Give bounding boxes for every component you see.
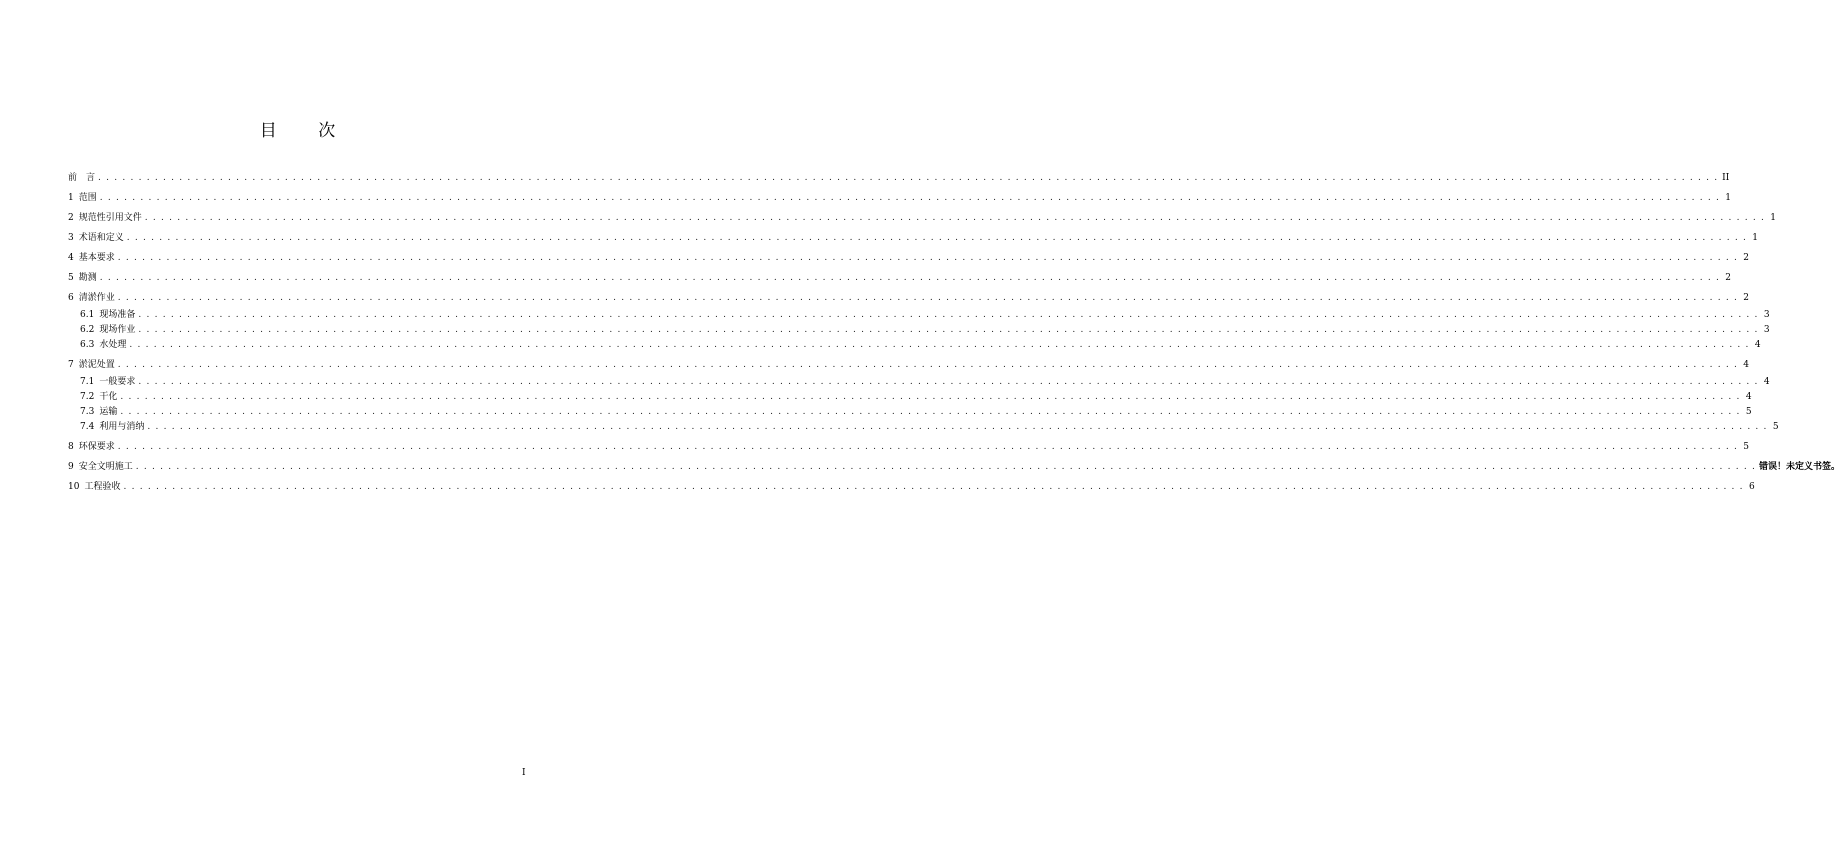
toc-entry[interactable] [68, 323, 1770, 338]
toc-dot-leader: . . . . . . . . . . . . . . . . . . . . . . . . . . . . . . . . . . . . . . . . . . . . . . . . . . . . . . . . . . . . . . . . . . . . . . . . . . . . . . . . . . . . . . . . . . . . . . . . . . . . . . . . . . . . . . . . . . . . . . . . . . . . . . . . . . . . . . . . . . . . . . . . . . . . . . . . . . . . . . . . . . . . . . . . . . . . . . . . . . . . . . . . . . . . . . . . . . . . . . . . [144, 213, 1766, 223]
toc-entry-label: 一般要求 [99, 377, 136, 387]
toc-entry-page: 2 [1743, 253, 1750, 263]
toc-entry-number: 7.3 [80, 407, 95, 417]
toc-entry-number: 7.4 [80, 422, 95, 432]
toc-entry-page: 4 [1754, 340, 1761, 350]
toc-dot-leader: . . . . . . . . . . . . . . . . . . . . . . . . . . . . . . . . . . . . . . . . . . . . . . . . . . . . . . . . . . . . . . . . . . . . . . . . . . . . . . . . . . . . . . . . . . . . . . . . . . . . . . . . . . . . . . . . . . . . . . . . . . . . . . . . . . . . . . . . . . . . . . . . . . . . . . . . . . . . . . . . . . . . . . . . . . . . . . . . . . . . . . . . . . . . . . . . . . . . . . . . [98, 173, 1719, 183]
toc-entry-page: II [1722, 173, 1730, 183]
toc-dot-leader: . . . . . . . . . . . . . . . . . . . . . . . . . . . . . . . . . . . . . . . . . . . . . . . . . . . . . . . . . . . . . . . . . . . . . . . . . . . . . . . . . . . . . . . . . . . . . . . . . . . . . . . . . . . . . . . . . . . . . . . . . . . . . . . . . . . . . . . . . . . . . . . . . . . . . . . . . . . . . . . . . . . . . . . . . . . . . . . . . . . . . . . . . . . . . . . . . . . . . . . . [147, 422, 1768, 432]
toc-entry-label: 基本要求 [78, 253, 115, 263]
toc-entry[interactable] [68, 338, 1761, 353]
toc-dot-leader: . . . . . . . . . . . . . . . . . . . . . . . . . . . . . . . . . . . . . . . . . . . . . . . . . . . . . . . . . . . . . . . . . . . . . . . . . . . . . . . . . . . . . . . . . . . . . . . . . . . . . . . . . . . . . . . . . . . . . . . . . . . . . . . . . . . . . . . . . . . . . . . . . . . . . . . . . . . . . . . . . . . . . . . . . . . . . . . . . . . . . . . . . . . . . . . . . . . . . . . . [138, 310, 1759, 320]
toc-entry-page: 错误！未定义书签。 [1759, 462, 1840, 472]
toc-entry-page: 5 [1772, 422, 1779, 432]
toc-entry[interactable] [68, 457, 1840, 477]
toc-entry-number: 3 [68, 233, 74, 243]
toc-entry-label: 范围 [78, 193, 97, 203]
toc-entry[interactable] [68, 405, 1752, 420]
toc-entry-number: 4 [68, 253, 74, 263]
toc-entry-number: 7 [68, 360, 74, 370]
toc-entry-label: 规范性引用文件 [78, 213, 142, 223]
toc-entry-number: 5 [68, 273, 74, 283]
toc-entry-page: 5 [1745, 407, 1752, 417]
toc-dot-leader: . . . . . . . . . . . . . . . . . . . . . . . . . . . . . . . . . . . . . . . . . . . . . . . . . . . . . . . . . . . . . . . . . . . . . . . . . . . . . . . . . . . . . . . . . . . . . . . . . . . . . . . . . . . . . . . . . . . . . . . . . . . . . . . . . . . . . . . . . . . . . . . . . . . . . . . . . . . . . . . . . . . . . . . . . . . . . . . . . . . . . . . . . . . . . . . . . . . . . . . . [135, 462, 1757, 472]
toc-entry[interactable] [68, 355, 1750, 375]
toc-dot-leader: . . . . . . . . . . . . . . . . . . . . . . . . . . . . . . . . . . . . . . . . . . . . . . . . . . . . . . . . . . . . . . . . . . . . . . . . . . . . . . . . . . . . . . . . . . . . . . . . . . . . . . . . . . . . . . . . . . . . . . . . . . . . . . . . . . . . . . . . . . . . . . . . . . . . . . . . . . . . . . . . . . . . . . . . . . . . . . . . . . . . . . . . . . . . . . . . . . . . . . . . [138, 325, 1759, 335]
toc-entry[interactable] [68, 228, 1759, 248]
toc-entry-number: 6.1 [80, 310, 95, 320]
toc-entry-number: 6.2 [80, 325, 95, 335]
toc-dot-leader: . . . . . . . . . . . . . . . . . . . . . . . . . . . . . . . . . . . . . . . . . . . . . . . . . . . . . . . . . . . . . . . . . . . . . . . . . . . . . . . . . . . . . . . . . . . . . . . . . . . . . . . . . . . . . . . . . . . . . . . . . . . . . . . . . . . . . . . . . . . . . . . . . . . . . . . . . . . . . . . . . . . . . . . . . . . . . . . . . . . . . . . . . . . . . . . . . . . . . . . . [117, 360, 1739, 370]
toc-dot-leader: . . . . . . . . . . . . . . . . . . . . . . . . . . . . . . . . . . . . . . . . . . . . . . . . . . . . . . . . . . . . . . . . . . . . . . . . . . . . . . . . . . . . . . . . . . . . . . . . . . . . . . . . . . . . . . . . . . . . . . . . . . . . . . . . . . . . . . . . . . . . . . . . . . . . . . . . . . . . . . . . . . . . . . . . . . . . . . . . . . . . . . . . . . . . . . . . . . . . . . . . [123, 482, 1744, 492]
toc-dot-leader: . . . . . . . . . . . . . . . . . . . . . . . . . . . . . . . . . . . . . . . . . . . . . . . . . . . . . . . . . . . . . . . . . . . . . . . . . . . . . . . . . . . . . . . . . . . . . . . . . . . . . . . . . . . . . . . . . . . . . . . . . . . . . . . . . . . . . . . . . . . . . . . . . . . . . . . . . . . . . . . . . . . . . . . . . . . . . . . . . . . . . . . . . . . . . . . . . . . . . . . . [99, 273, 1721, 283]
toc-entry-number: 6.3 [80, 340, 95, 350]
toc-dot-leader: . . . . . . . . . . . . . . . . . . . . . . . . . . . . . . . . . . . . . . . . . . . . . . . . . . . . . . . . . . . . . . . . . . . . . . . . . . . . . . . . . . . . . . . . . . . . . . . . . . . . . . . . . . . . . . . . . . . . . . . . . . . . . . . . . . . . . . . . . . . . . . . . . . . . . . . . . . . . . . . . . . . . . . . . . . . . . . . . . . . . . . . . . . . . . . . . . . . . . . . . [117, 293, 1739, 303]
toc-entry-label: 水处理 [99, 340, 127, 350]
toc-entry-number: 7.2 [80, 392, 95, 402]
toc-entry[interactable] [68, 477, 1755, 497]
table-of-contents [68, 168, 1840, 497]
toc-entry[interactable] [68, 188, 1732, 208]
toc-entry[interactable] [68, 208, 1777, 228]
toc-entry-page: 4 [1763, 377, 1770, 387]
toc-entry-label: 干化 [99, 392, 118, 402]
toc-entry-page: 6 [1749, 482, 1755, 492]
toc-entry-label: 安全文明施工 [78, 462, 133, 472]
toc-entry-page: 4 [1743, 360, 1750, 370]
toc-entry[interactable] [68, 375, 1770, 390]
toc-entry-page: 2 [1743, 293, 1750, 303]
toc-entry-page: 2 [1725, 273, 1732, 283]
toc-entry-number: 10 [68, 482, 80, 492]
toc-entry-label: 前 言 [68, 173, 96, 183]
toc-entry-page: 4 [1745, 392, 1752, 402]
toc-entry-number: 9 [68, 462, 74, 472]
toc-entry[interactable] [68, 248, 1750, 268]
toc-entry-label: 淤泥处置 [78, 360, 115, 370]
toc-entry-number: 7.1 [80, 377, 95, 387]
toc-dot-leader: . . . . . . . . . . . . . . . . . . . . . . . . . . . . . . . . . . . . . . . . . . . . . . . . . . . . . . . . . . . . . . . . . . . . . . . . . . . . . . . . . . . . . . . . . . . . . . . . . . . . . . . . . . . . . . . . . . . . . . . . . . . . . . . . . . . . . . . . . . . . . . . . . . . . . . . . . . . . . . . . . . . . . . . . . . . . . . . . . . . . . . . . . . . . . . . . . . . . . . . . [99, 193, 1721, 203]
toc-entry-label: 利用与消纳 [99, 422, 145, 432]
toc-entry-page: 3 [1763, 325, 1770, 335]
toc-entry-number: 8 [68, 442, 74, 452]
toc-dot-leader: . . . . . . . . . . . . . . . . . . . . . . . . . . . . . . . . . . . . . . . . . . . . . . . . . . . . . . . . . . . . . . . . . . . . . . . . . . . . . . . . . . . . . . . . . . . . . . . . . . . . . . . . . . . . . . . . . . . . . . . . . . . . . . . . . . . . . . . . . . . . . . . . . . . . . . . . . . . . . . . . . . . . . . . . . . . . . . . . . . . . . . . . . . . . . . . . . . . . . . . . [138, 377, 1759, 387]
toc-entry[interactable] [68, 168, 1730, 188]
toc-entry-label: 现场准备 [99, 310, 136, 320]
toc-entry-number: 1 [68, 193, 74, 203]
page-title: 目 次 [259, 121, 354, 141]
toc-entry-label: 勘测 [78, 273, 97, 283]
toc-entry-page: 1 [1770, 213, 1777, 223]
toc-entry-label: 工程验收 [84, 482, 121, 492]
toc-entry-label: 现场作业 [99, 325, 136, 335]
toc-entry-page: 1 [1752, 233, 1759, 243]
toc-entry-label: 术语和定义 [78, 233, 124, 243]
toc-entry-page: 1 [1725, 193, 1732, 203]
toc-entry-number: 6 [68, 293, 74, 303]
toc-entry[interactable] [68, 420, 1779, 435]
page-number: I [522, 768, 526, 778]
toc-entry[interactable] [68, 268, 1732, 288]
toc-entry-number: 2 [68, 213, 74, 223]
toc-dot-leader: . . . . . . . . . . . . . . . . . . . . . . . . . . . . . . . . . . . . . . . . . . . . . . . . . . . . . . . . . . . . . . . . . . . . . . . . . . . . . . . . . . . . . . . . . . . . . . . . . . . . . . . . . . . . . . . . . . . . . . . . . . . . . . . . . . . . . . . . . . . . . . . . . . . . . . . . . . . . . . . . . . . . . . . . . . . . . . . . . . . . . . . . . . . . . . . . . . . . . . . . [120, 392, 1741, 402]
toc-entry-page: 5 [1743, 442, 1750, 452]
toc-entry[interactable] [68, 390, 1752, 405]
toc-entry[interactable] [68, 308, 1770, 323]
toc-entry-label: 运输 [99, 407, 118, 417]
toc-entry-label: 清淤作业 [78, 293, 115, 303]
toc-entry[interactable] [68, 437, 1750, 457]
toc-entry[interactable] [68, 288, 1750, 308]
toc-entry-page: 3 [1763, 310, 1770, 320]
toc-dot-leader: . . . . . . . . . . . . . . . . . . . . . . . . . . . . . . . . . . . . . . . . . . . . . . . . . . . . . . . . . . . . . . . . . . . . . . . . . . . . . . . . . . . . . . . . . . . . . . . . . . . . . . . . . . . . . . . . . . . . . . . . . . . . . . . . . . . . . . . . . . . . . . . . . . . . . . . . . . . . . . . . . . . . . . . . . . . . . . . . . . . . . . . . . . . . . . . . . . . . . . . . [117, 442, 1739, 452]
toc-dot-leader: . . . . . . . . . . . . . . . . . . . . . . . . . . . . . . . . . . . . . . . . . . . . . . . . . . . . . . . . . . . . . . . . . . . . . . . . . . . . . . . . . . . . . . . . . . . . . . . . . . . . . . . . . . . . . . . . . . . . . . . . . . . . . . . . . . . . . . . . . . . . . . . . . . . . . . . . . . . . . . . . . . . . . . . . . . . . . . . . . . . . . . . . . . . . . . . . . . . . . . . . [129, 340, 1750, 350]
toc-dot-leader: . . . . . . . . . . . . . . . . . . . . . . . . . . . . . . . . . . . . . . . . . . . . . . . . . . . . . . . . . . . . . . . . . . . . . . . . . . . . . . . . . . . . . . . . . . . . . . . . . . . . . . . . . . . . . . . . . . . . . . . . . . . . . . . . . . . . . . . . . . . . . . . . . . . . . . . . . . . . . . . . . . . . . . . . . . . . . . . . . . . . . . . . . . . . . . . . . . . . . . . . [120, 407, 1741, 417]
toc-dot-leader: . . . . . . . . . . . . . . . . . . . . . . . . . . . . . . . . . . . . . . . . . . . . . . . . . . . . . . . . . . . . . . . . . . . . . . . . . . . . . . . . . . . . . . . . . . . . . . . . . . . . . . . . . . . . . . . . . . . . . . . . . . . . . . . . . . . . . . . . . . . . . . . . . . . . . . . . . . . . . . . . . . . . . . . . . . . . . . . . . . . . . . . . . . . . . . . . . . . . . . . . [117, 253, 1739, 263]
toc-entry-label: 环保要求 [78, 442, 115, 452]
toc-dot-leader: . . . . . . . . . . . . . . . . . . . . . . . . . . . . . . . . . . . . . . . . . . . . . . . . . . . . . . . . . . . . . . . . . . . . . . . . . . . . . . . . . . . . . . . . . . . . . . . . . . . . . . . . . . . . . . . . . . . . . . . . . . . . . . . . . . . . . . . . . . . . . . . . . . . . . . . . . . . . . . . . . . . . . . . . . . . . . . . . . . . . . . . . . . . . . . . . . . . . . . . . [126, 233, 1748, 243]
